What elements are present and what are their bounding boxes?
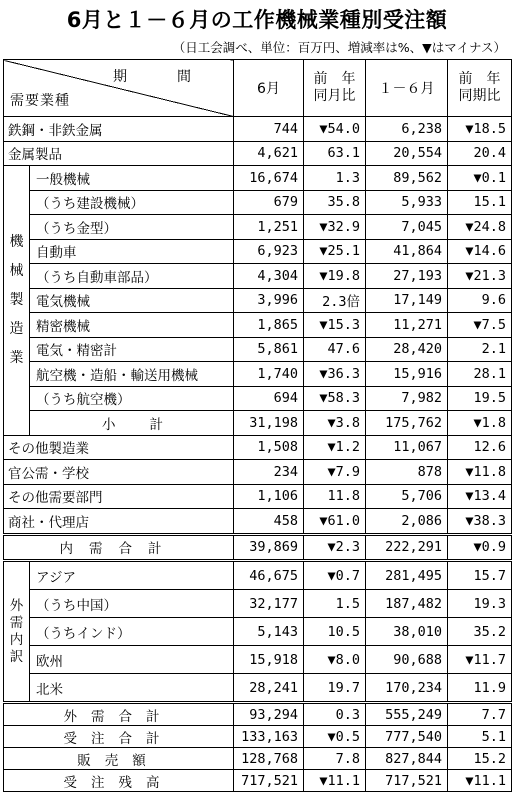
cell-june: 1,740: [234, 362, 304, 387]
cell-june: 1,508: [234, 435, 304, 460]
cell-mom: 0.3: [304, 703, 366, 726]
table-row: [4, 386, 512, 411]
cell-h1: 222,291: [366, 534, 448, 561]
table-row: [4, 618, 512, 646]
table-row: [4, 166, 512, 191]
cell-h1: 281,495: [366, 561, 448, 590]
table-row: [4, 215, 512, 240]
row-label: 自動車: [30, 239, 234, 264]
cell-h1: 7,045: [366, 215, 448, 240]
header-mom-line2: 同月比: [313, 88, 356, 104]
header-yoy: [448, 60, 512, 117]
group-char: 外: [9, 597, 24, 614]
cell-yoy: 9.6: [448, 288, 512, 313]
table-row: [4, 362, 512, 387]
cell-h1: 11,271: [366, 313, 448, 338]
table-row: [4, 484, 512, 509]
row-label: 欧州: [30, 646, 234, 674]
cell-mom: 63.1: [304, 141, 366, 166]
cell-h1: 5,706: [366, 484, 448, 509]
cell-june: 16,674: [234, 166, 304, 191]
header-yoy-line2: 同期比: [458, 88, 501, 104]
total-row: [4, 770, 512, 792]
cell-june: 46,675: [234, 561, 304, 590]
page-subtitle: （日工会調べ、単位：百万円、増減率は%、▼はマイナス）: [172, 40, 506, 55]
cell-yoy: 15.2: [448, 748, 512, 770]
row-label: 受注残高: [4, 770, 234, 792]
cell-yoy: ▼11.1: [448, 770, 512, 792]
cell-mom: 19.7: [304, 674, 366, 703]
table-row: [4, 239, 512, 264]
row-label: 北米: [30, 674, 234, 703]
cell-june: 679: [234, 190, 304, 215]
cell-h1: 187,482: [366, 590, 448, 618]
row-label: 外需合計: [4, 703, 234, 726]
cell-h1: 90,688: [366, 646, 448, 674]
cell-h1: 89,562: [366, 166, 448, 191]
cell-june: 31,198: [234, 411, 304, 436]
header-corner: [4, 60, 234, 117]
cell-yoy: ▼38.3: [448, 509, 512, 535]
cell-yoy: 11.9: [448, 674, 512, 703]
row-label: 精密機械: [30, 313, 234, 338]
header-mom-line1: 前 年: [313, 71, 356, 87]
cell-h1: 2,086: [366, 509, 448, 535]
cell-june: 128,768: [234, 748, 304, 770]
cell-h1: 827,844: [366, 748, 448, 770]
cell-yoy: ▼1.8: [448, 411, 512, 436]
table-row: [4, 313, 512, 338]
row-label: 内需合計: [4, 534, 234, 561]
table-row: [4, 460, 512, 485]
cell-mom: ▼0.7: [304, 561, 366, 590]
cell-mom: 11.8: [304, 484, 366, 509]
row-label: 金属製品: [4, 141, 234, 166]
cell-mom: ▼54.0: [304, 117, 366, 142]
cell-yoy: ▼7.5: [448, 313, 512, 338]
table-row: [4, 190, 512, 215]
cell-mom: ▼11.1: [304, 770, 366, 792]
cell-h1: 175,762: [366, 411, 448, 436]
header-mom: [304, 60, 366, 117]
row-label: 商社・代理店: [4, 509, 234, 535]
group-char: 業: [9, 349, 24, 366]
cell-h1: 28,420: [366, 337, 448, 362]
cell-yoy: ▼0.9: [448, 534, 512, 561]
cell-june: 1,251: [234, 215, 304, 240]
cell-mom: ▼36.3: [304, 362, 366, 387]
cell-june: 744: [234, 117, 304, 142]
cell-yoy: 28.1: [448, 362, 512, 387]
header-industry: 需要業種: [10, 93, 70, 109]
cell-june: 15,918: [234, 646, 304, 674]
cell-h1: 717,521: [366, 770, 448, 792]
domestic-total-row: [4, 534, 512, 561]
cell-mom: ▼15.3: [304, 313, 366, 338]
table-row: [4, 590, 512, 618]
table-row: [4, 337, 512, 362]
cell-h1: 6,238: [366, 117, 448, 142]
table-row: [4, 117, 512, 142]
cell-h1: 38,010: [366, 618, 448, 646]
cell-mom: ▼0.5: [304, 726, 366, 748]
cell-june: 5,143: [234, 618, 304, 646]
table-row: [4, 264, 512, 289]
cell-yoy: 19.5: [448, 386, 512, 411]
total-row: [4, 703, 512, 726]
cell-yoy: ▼14.6: [448, 239, 512, 264]
total-row: [4, 726, 512, 748]
table-row: [4, 509, 512, 535]
group-char: 械: [9, 262, 24, 279]
cell-mom: ▼25.1: [304, 239, 366, 264]
cell-yoy: 20.4: [448, 141, 512, 166]
cell-june: 234: [234, 460, 304, 485]
cell-yoy: 5.1: [448, 726, 512, 748]
cell-yoy: 12.6: [448, 435, 512, 460]
cell-mom: ▼2.3: [304, 534, 366, 561]
cell-h1: 27,193: [366, 264, 448, 289]
cell-yoy: 15.1: [448, 190, 512, 215]
row-label: 電気・精密計: [30, 337, 234, 362]
cell-mom: ▼3.8: [304, 411, 366, 436]
cell-june: 39,869: [234, 534, 304, 561]
cell-yoy: ▼11.8: [448, 460, 512, 485]
subtotal-row: [4, 411, 512, 436]
group-char: 機: [9, 233, 24, 250]
header-june: 6月: [234, 60, 304, 117]
table-row: [4, 435, 512, 460]
row-label: その他需要部門: [4, 484, 234, 509]
cell-mom: 1.3: [304, 166, 366, 191]
row-label: （うち航空機）: [30, 386, 234, 411]
cell-mom: 35.8: [304, 190, 366, 215]
cell-mom: 1.5: [304, 590, 366, 618]
group-char: 需: [9, 614, 24, 631]
row-label: （うち中国）: [30, 590, 234, 618]
row-label: アジア: [30, 561, 234, 590]
cell-h1: 878: [366, 460, 448, 485]
cell-june: 1,865: [234, 313, 304, 338]
cell-mom: ▼32.9: [304, 215, 366, 240]
cell-mom: 10.5: [304, 618, 366, 646]
cell-mom: ▼19.8: [304, 264, 366, 289]
row-label: その他製造業: [4, 435, 234, 460]
group-label-manufacturing: [4, 166, 30, 436]
cell-h1: 7,982: [366, 386, 448, 411]
cell-june: 32,177: [234, 590, 304, 618]
cell-june: 458: [234, 509, 304, 535]
cell-h1: 777,540: [366, 726, 448, 748]
group-char: 内: [9, 631, 24, 648]
cell-june: 4,304: [234, 264, 304, 289]
table-row: [4, 674, 512, 703]
cell-yoy: 35.2: [448, 618, 512, 646]
group-label-overseas: [4, 561, 30, 703]
cell-june: 694: [234, 386, 304, 411]
cell-june: 3,996: [234, 288, 304, 313]
cell-june: 28,241: [234, 674, 304, 703]
header-period: 期 間: [113, 69, 209, 85]
cell-mom: ▼58.3: [304, 386, 366, 411]
cell-june: 93,294: [234, 703, 304, 726]
row-label: （うち金型）: [30, 215, 234, 240]
cell-yoy: ▼21.3: [448, 264, 512, 289]
row-label: 電気機械: [30, 288, 234, 313]
cell-june: 5,861: [234, 337, 304, 362]
page-title: 6月と１－６月の工作機械業種別受注額: [66, 8, 448, 32]
cell-yoy: ▼0.1: [448, 166, 512, 191]
row-label: 官公需・学校: [4, 460, 234, 485]
row-label: 航空機・造船・輸送用機械: [30, 362, 234, 387]
row-label: （うち自動車部品）: [30, 264, 234, 289]
row-label: 小計: [30, 411, 234, 436]
row-label: 鉄鋼・非鉄金属: [4, 117, 234, 142]
table-row: [4, 646, 512, 674]
table-row: [4, 561, 512, 590]
table-row: [4, 288, 512, 313]
cell-yoy: 19.3: [448, 590, 512, 618]
row-label: 一般機械: [30, 166, 234, 191]
total-row: [4, 748, 512, 770]
cell-h1: 555,249: [366, 703, 448, 726]
cell-june: 1,106: [234, 484, 304, 509]
row-label: （うち建設機械）: [30, 190, 234, 215]
row-label: 販売額: [4, 748, 234, 770]
cell-mom: 7.8: [304, 748, 366, 770]
header-yoy-line1: 前 年: [458, 71, 501, 87]
cell-yoy: 7.7: [448, 703, 512, 726]
orders-table: [3, 59, 512, 792]
cell-h1: 170,234: [366, 674, 448, 703]
group-char: 訳: [9, 648, 24, 665]
cell-june: 6,923: [234, 239, 304, 264]
cell-yoy: 15.7: [448, 561, 512, 590]
group-char: 造: [9, 320, 24, 337]
cell-june: 133,163: [234, 726, 304, 748]
cell-mom: ▼8.0: [304, 646, 366, 674]
cell-june: 4,621: [234, 141, 304, 166]
cell-yoy: ▼24.8: [448, 215, 512, 240]
cell-mom: 2.3倍: [304, 288, 366, 313]
cell-yoy: 2.1: [448, 337, 512, 362]
cell-h1: 15,916: [366, 362, 448, 387]
cell-mom: 47.6: [304, 337, 366, 362]
cell-yoy: ▼13.4: [448, 484, 512, 509]
cell-h1: 41,864: [366, 239, 448, 264]
row-label: （うちインド）: [30, 618, 234, 646]
cell-h1: 5,933: [366, 190, 448, 215]
row-label: 受注合計: [4, 726, 234, 748]
cell-mom: ▼7.9: [304, 460, 366, 485]
table-row: [4, 141, 512, 166]
cell-yoy: ▼18.5: [448, 117, 512, 142]
cell-june: 717,521: [234, 770, 304, 792]
group-char: 製: [9, 291, 24, 308]
header-h1: １－６月: [366, 60, 448, 117]
cell-h1: 17,149: [366, 288, 448, 313]
cell-mom: ▼1.2: [304, 435, 366, 460]
cell-h1: 11,067: [366, 435, 448, 460]
cell-yoy: ▼11.7: [448, 646, 512, 674]
cell-h1: 20,554: [366, 141, 448, 166]
header-row: [4, 60, 512, 117]
cell-mom: ▼61.0: [304, 509, 366, 535]
